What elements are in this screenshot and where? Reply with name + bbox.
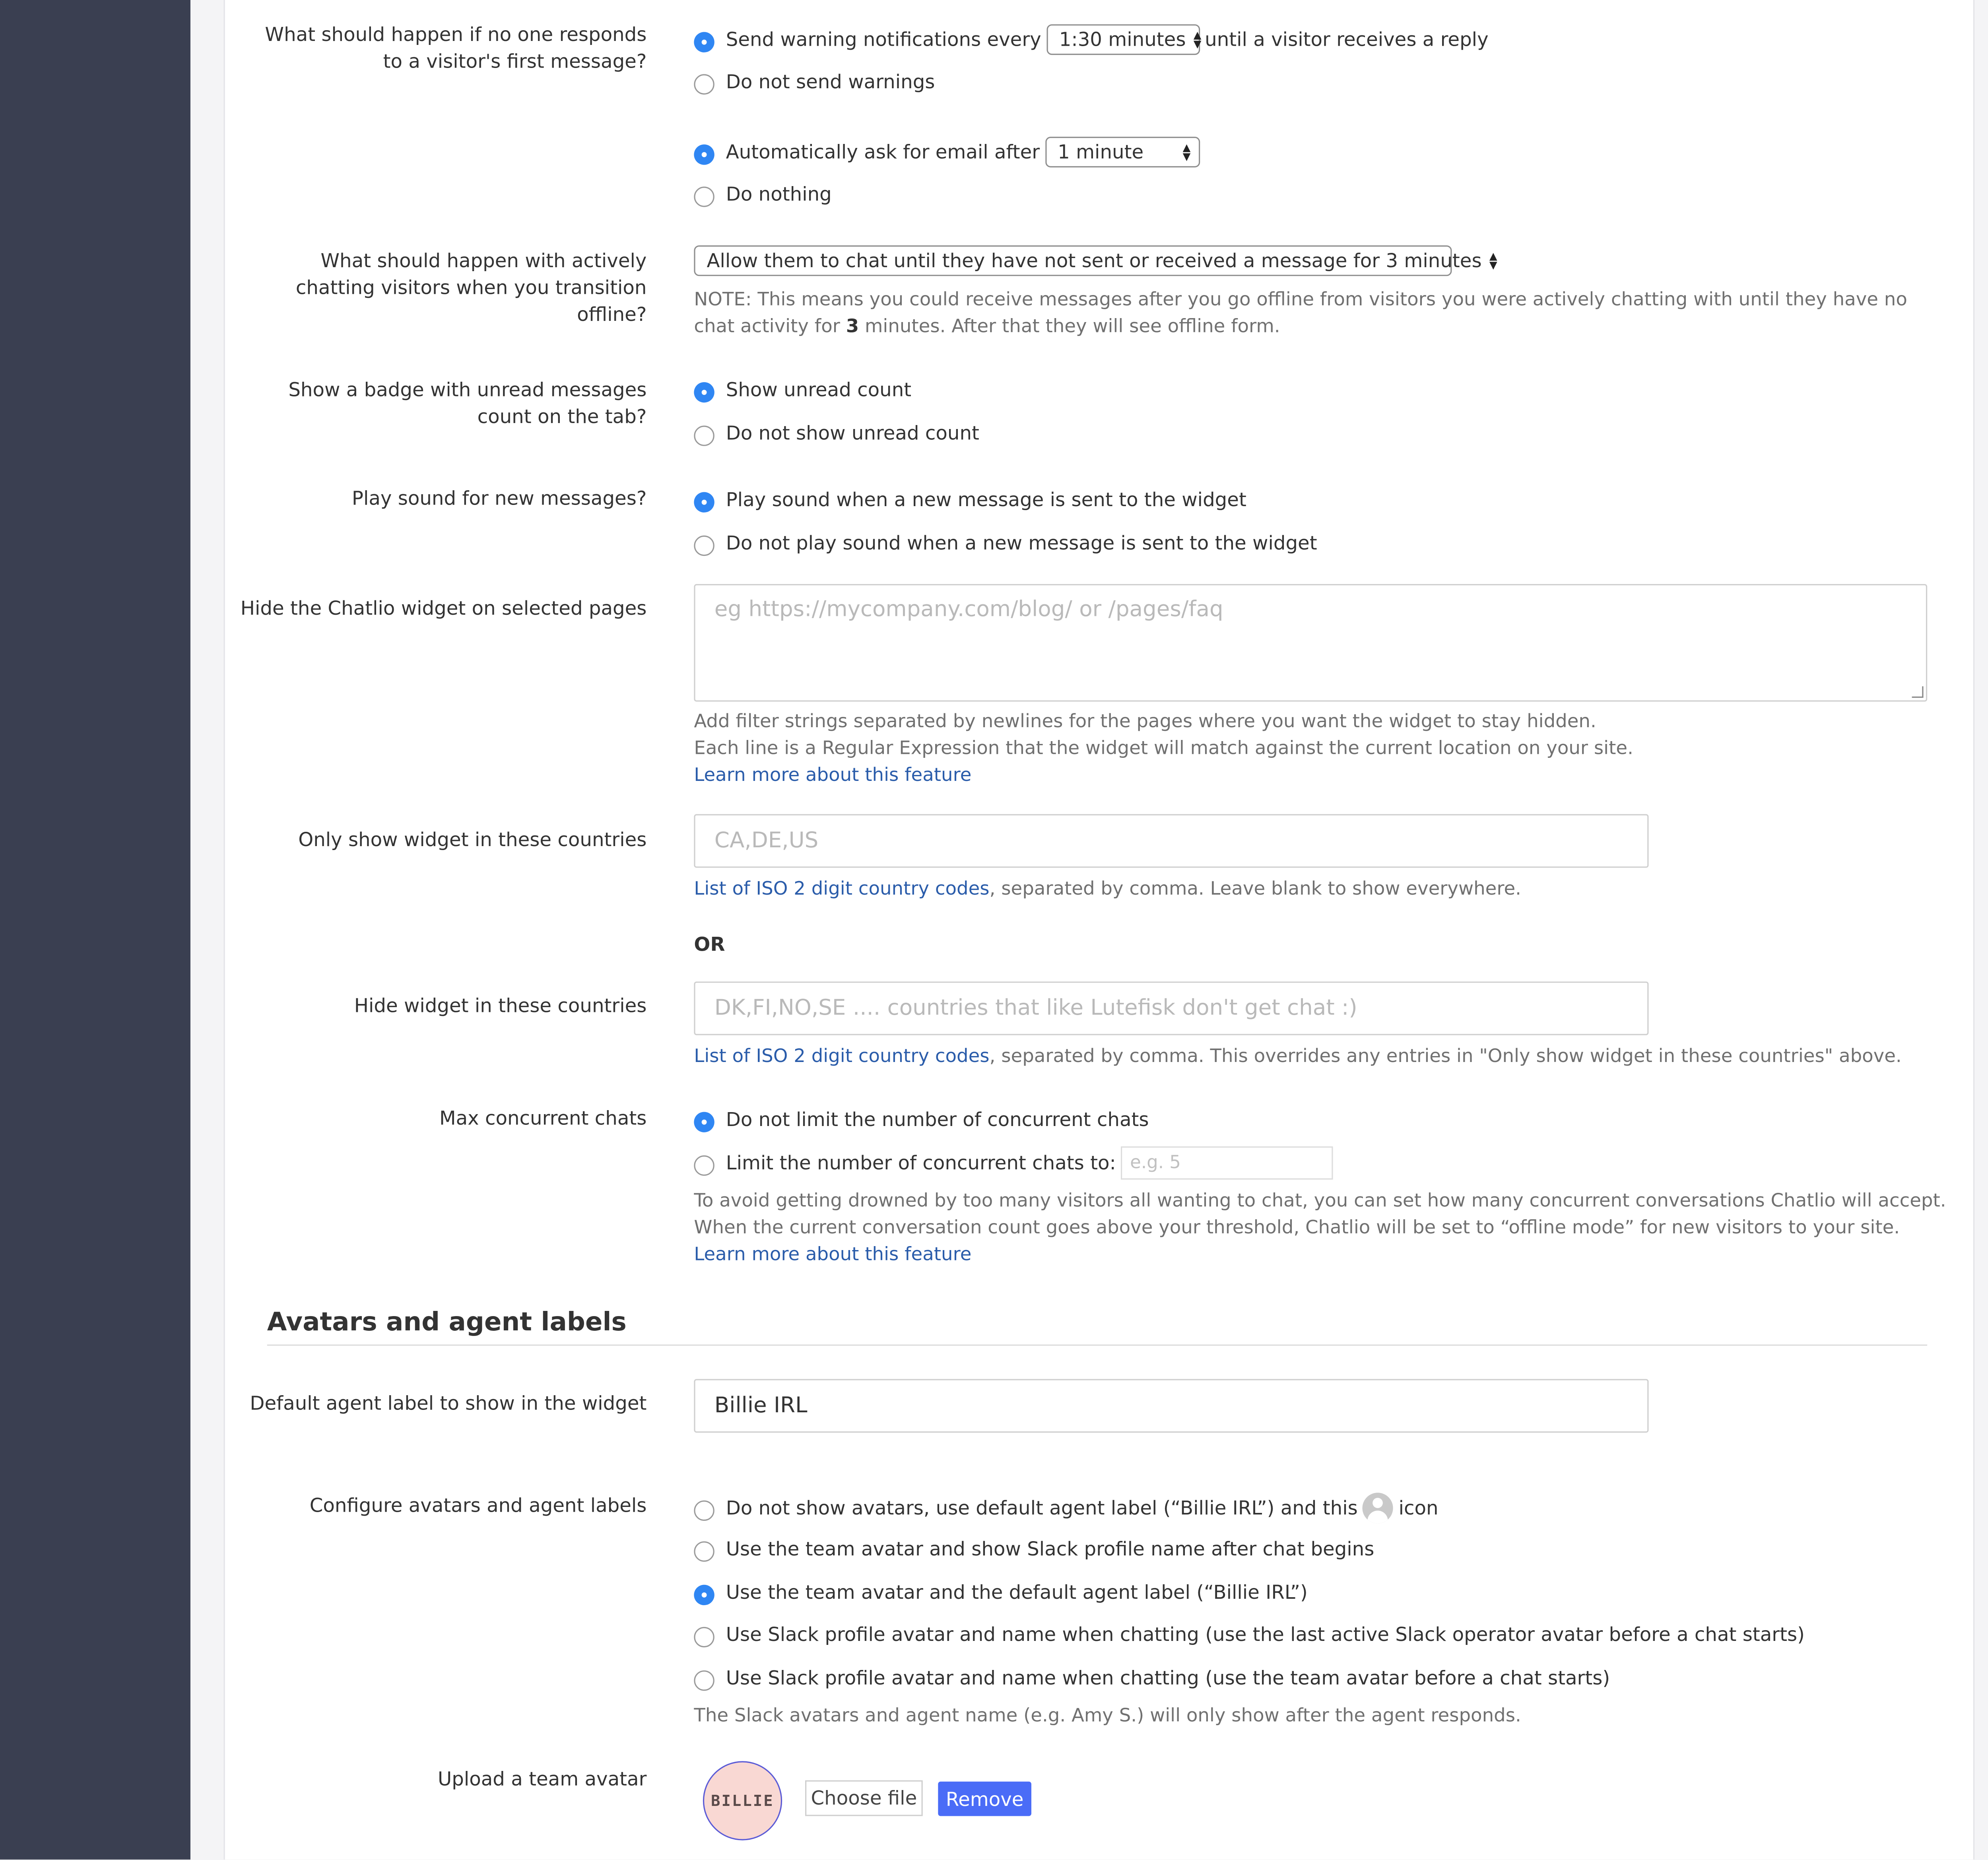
offline-label: What should happen with actively chatting visitors when you transition offline? (295, 249, 647, 326)
warning-prefix: Send warning notifications every (726, 28, 1041, 51)
only-countries-label: Only show widget in these countries (298, 828, 647, 851)
default-agent-label-label: Default agent label to show in the widget (250, 1392, 647, 1415)
offline-behavior-select[interactable]: Allow them to chat until they have not sent or received a message for 3 minutes ▲ ▼ (694, 245, 1452, 276)
no-warnings-option[interactable] (694, 68, 935, 96)
hide-unread-option[interactable] (694, 419, 979, 447)
slack-avatar-team-before-text: Use Slack profile avatar and name when chatting (use the team avatar before a chat starts) (726, 1666, 1610, 1690)
warning-interval-select[interactable]: 1:30 minutes ▲ ▼ (1046, 24, 1200, 55)
remove-avatar-button[interactable]: Remove (938, 1782, 1031, 1816)
first-message-label: What should happen if no one responds to a visitor's first message? (265, 23, 647, 73)
default-user-icon (1363, 1493, 1394, 1523)
warning-option[interactable] (694, 24, 1488, 55)
team-avatar-slack-name-option[interactable] (694, 1535, 1374, 1563)
limit-option[interactable] (694, 1146, 1333, 1180)
slack-avatar-last-active-option[interactable] (694, 1621, 1805, 1649)
ask-email-prefix: Automatically ask for email after (726, 140, 1040, 164)
no-avatars-option[interactable] (694, 1493, 1438, 1523)
hide-pages-placeholder: eg https://mycompany.com/blog/ or /pages/faq (714, 597, 1223, 623)
slack-avatar-team-before-option[interactable] (694, 1664, 1610, 1692)
resize-handle-icon[interactable] (1912, 686, 1924, 698)
warning-suffix: until a visitor receives a reply (1205, 28, 1489, 51)
hide-countries-help: List of ISO 2 digit country codes, separated by comma. This overrides any entries in "Only show widget in these countries" above. (694, 1046, 1902, 1067)
no-warnings-text: Do not send warnings (726, 70, 935, 93)
no-warnings-radio[interactable] (694, 74, 714, 94)
hide-pages-textarea[interactable] (694, 584, 1927, 702)
show-unread-text: Show unread count (726, 378, 912, 402)
no-limit-radio[interactable] (694, 1112, 714, 1132)
icon-word: icon (1398, 1496, 1439, 1520)
hide-pages-label: Hide the Chatlio widget on selected pages (240, 597, 647, 620)
hide-countries-input[interactable]: DK,FI,NO,SE .... countries that like Lutefisk don't get chat :) (694, 982, 1648, 1035)
upload-avatar-label: Upload a team avatar (437, 1767, 647, 1791)
team-avatar-logo-text: BILLIE (711, 1792, 774, 1810)
team-avatar-image (703, 1761, 782, 1840)
no-sound-text: Do not play sound when a new message is sent to the widget (726, 532, 1317, 555)
hide-unread-text: Do not show unread count (726, 421, 979, 445)
play-sound-radio[interactable] (694, 492, 714, 513)
configure-avatars-help: The Slack avatars and agent name (e.g. Amy S.) will only show after the agent responds. (694, 1706, 1521, 1727)
no-avatars-radio[interactable] (694, 1501, 714, 1521)
show-unread-radio[interactable] (694, 382, 714, 402)
max-chats-learn-more-link[interactable]: Learn more about this feature (694, 1245, 972, 1266)
play-sound-option[interactable] (694, 485, 1246, 514)
configure-avatars-label: Configure avatars and agent labels (309, 1494, 647, 1517)
sound-label: Play sound for new messages? (351, 487, 647, 510)
no-avatars-text: Do not show avatars, use default agent label (“Billie IRL”) and this (726, 1496, 1358, 1520)
warning-radio[interactable] (694, 32, 714, 52)
select-arrows-icon: ▲ ▼ (1193, 29, 1202, 50)
offline-note: NOTE: This means you could receive messages after you go offline from visitors you were actively chatting with until they have no chat activity for 3 minutes. After that they will see offline form. (694, 290, 1907, 338)
ask-email-delay-select[interactable]: 1 minute ▲ ▼ (1045, 137, 1200, 167)
ask-email-option[interactable] (694, 137, 1204, 167)
do-nothing-radio[interactable] (694, 186, 714, 207)
hide-pages-help-1: Add filter strings separated by newlines for the pages where you want the widget to stay hidden. (694, 712, 1596, 732)
limit-text: Limit the number of concurrent chats to: (726, 1151, 1116, 1175)
avatars-section-heading: Avatars and agent labels (267, 1306, 627, 1337)
no-sound-radio[interactable] (694, 536, 714, 556)
hide-unread-radio[interactable] (694, 425, 714, 446)
select-arrows-icon: ▲ ▼ (1489, 250, 1497, 271)
show-unread-option[interactable] (694, 376, 911, 404)
left-sidebar (0, 0, 190, 1860)
slack-avatar-last-active-text: Use Slack profile avatar and name when chatting (use the last active Slack operator avatar before a chat starts) (726, 1623, 1805, 1646)
hide-pages-learn-more-link[interactable]: Learn more about this feature (694, 765, 972, 786)
choose-file-button[interactable]: Choose file (805, 1780, 923, 1816)
team-avatar-slack-name-text: Use the team avatar and show Slack profile name after chat begins (726, 1537, 1375, 1561)
slack-avatar-team-before-radio[interactable] (694, 1670, 714, 1691)
no-limit-text: Do not limit the number of concurrent chats (726, 1108, 1149, 1131)
do-nothing-option[interactable] (694, 180, 831, 208)
ask-email-radio[interactable] (694, 144, 714, 165)
team-avatar-default-label-option[interactable] (694, 1578, 1308, 1607)
team-avatar-default-label-text: Use the team avatar and the default agent label (“Billie IRL”) (726, 1581, 1308, 1604)
limit-count-input[interactable]: e.g. 5 (1121, 1146, 1334, 1180)
offline-select-row (694, 245, 1497, 276)
no-sound-option[interactable] (694, 529, 1317, 557)
iso-codes-link[interactable]: List of ISO 2 digit country codes (694, 879, 990, 900)
max-chats-help-2: When the current conversation count goes above your threshold, Chatlio will be set to “offline mode” for new visitors to your site. (694, 1218, 1900, 1239)
no-limit-option[interactable] (694, 1105, 1149, 1134)
iso-codes-link[interactable]: List of ISO 2 digit country codes (694, 1046, 990, 1067)
do-nothing-text: Do nothing (726, 183, 832, 206)
default-agent-label-input[interactable]: Billie IRL (694, 1379, 1648, 1433)
hide-pages-help-2: Each line is a Regular Expression that the widget will match against the current location on your site. (694, 738, 1633, 759)
play-sound-text: Play sound when a new message is sent to the widget (726, 488, 1246, 511)
limit-radio[interactable] (694, 1155, 714, 1176)
team-avatar-slack-name-radio[interactable] (694, 1541, 714, 1561)
team-avatar-default-label-radio[interactable] (694, 1585, 714, 1605)
only-countries-input[interactable]: CA,DE,US (694, 814, 1648, 868)
max-chats-label: Max concurrent chats (439, 1107, 647, 1130)
slack-avatar-last-active-radio[interactable] (694, 1627, 714, 1647)
section-divider (267, 1344, 1927, 1345)
max-chats-help-1: To avoid getting drowned by too many visitors all wanting to chat, you can set how many concurrent conversations Chatlio will accept. (694, 1191, 1946, 1212)
or-separator: OR (694, 933, 725, 956)
badge-label: Show a badge with unread messages count on the tab? (288, 378, 647, 428)
select-arrows-icon: ▲ ▼ (1182, 142, 1191, 163)
hide-countries-label: Hide widget in these countries (354, 994, 647, 1017)
only-countries-help: List of ISO 2 digit country codes, separated by comma. Leave blank to show everywhere. (694, 879, 1521, 900)
